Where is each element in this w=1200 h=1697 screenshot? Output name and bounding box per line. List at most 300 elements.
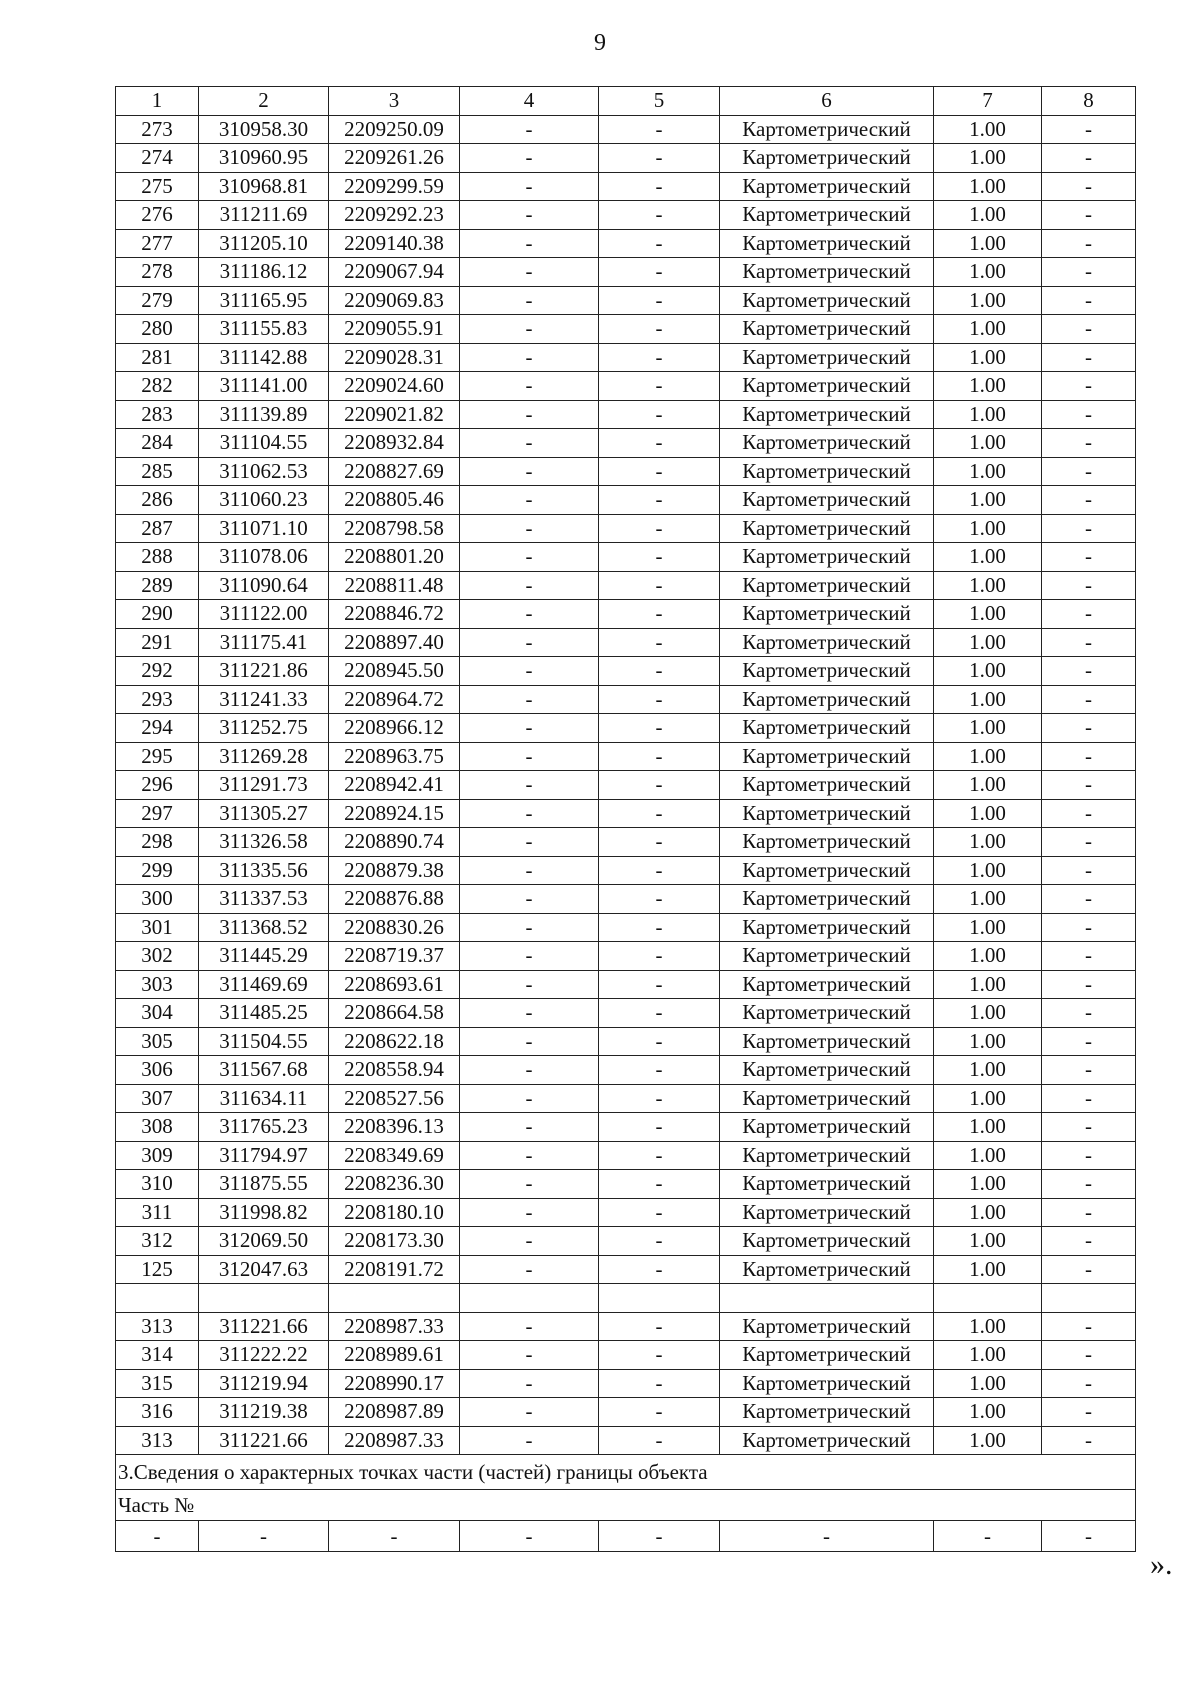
table-cell: Картометрический (720, 885, 934, 914)
table-cell: - (599, 457, 720, 486)
table-cell: - (1042, 144, 1136, 173)
table-cell: 311211.69 (199, 201, 329, 230)
table-cell: - (599, 258, 720, 287)
table-cell: 298 (116, 828, 199, 857)
table-cell: 311998.82 (199, 1198, 329, 1227)
table-row (116, 1341, 1136, 1370)
table-cell: 311305.27 (199, 799, 329, 828)
table-cell: - (599, 1521, 720, 1552)
table-cell: - (1042, 400, 1136, 429)
table-cell: 2208987.89 (329, 1398, 460, 1427)
table-cell: - (1042, 999, 1136, 1028)
table-cell: - (599, 600, 720, 629)
table-cell: 2208963.75 (329, 742, 460, 771)
table-cell: - (1042, 172, 1136, 201)
table-cell: 2208990.17 (329, 1369, 460, 1398)
table-cell: 1.00 (934, 1170, 1042, 1199)
table-cell: - (460, 1398, 599, 1427)
table-cell: 1.00 (934, 343, 1042, 372)
table-cell: 2208622.18 (329, 1027, 460, 1056)
table-cell: - (460, 1341, 599, 1370)
table-cell: - (1042, 315, 1136, 344)
table-cell: Картометрический (720, 172, 934, 201)
table-row (116, 1227, 1136, 1256)
table-cell: 311504.55 (199, 1027, 329, 1056)
table-cell: - (460, 1113, 599, 1142)
table-row (116, 1198, 1136, 1227)
table-cell: 311071.10 (199, 514, 329, 543)
table-cell: Картометрический (720, 514, 934, 543)
table-cell: - (460, 1255, 599, 1284)
column-header: 5 (599, 87, 720, 116)
table-cell: 1.00 (934, 286, 1042, 315)
table-cell: - (1042, 1084, 1136, 1113)
table-cell: 278 (116, 258, 199, 287)
table-cell: 311794.97 (199, 1141, 329, 1170)
table-cell: - (460, 657, 599, 686)
table-cell: Картометрический (720, 942, 934, 971)
column-header: 1 (116, 87, 199, 116)
table-cell: - (599, 771, 720, 800)
table-cell: 1.00 (934, 543, 1042, 572)
table-row (116, 315, 1136, 344)
table-cell: 2208879.38 (329, 856, 460, 885)
table-cell: - (934, 1521, 1042, 1552)
table-row (116, 343, 1136, 372)
table-cell: 2208966.12 (329, 714, 460, 743)
table-cell: 1.00 (934, 571, 1042, 600)
table-cell: - (1042, 115, 1136, 144)
table-cell: 296 (116, 771, 199, 800)
table-cell: Картометрический (720, 201, 934, 230)
table-cell: - (1042, 942, 1136, 971)
table-cell: 299 (116, 856, 199, 885)
table-cell: - (599, 970, 720, 999)
table-row (116, 999, 1136, 1028)
table-cell: - (329, 1521, 460, 1552)
table-cell: - (599, 486, 720, 515)
table-cell: 1.00 (934, 1027, 1042, 1056)
table-cell: 282 (116, 372, 199, 401)
table-cell: - (599, 628, 720, 657)
table-cell: Картометрический (720, 457, 934, 486)
table-row (116, 400, 1136, 429)
table-cell: 315 (116, 1369, 199, 1398)
table-cell: Картометрический (720, 400, 934, 429)
table-cell: 290 (116, 600, 199, 629)
table-cell: 1.00 (934, 1056, 1042, 1085)
section-title: 3.Сведения о характерных точках части (частей) границы объекта (116, 1455, 1136, 1490)
table-cell: 311219.38 (199, 1398, 329, 1427)
table-cell: 1.00 (934, 1369, 1042, 1398)
table-cell: 1.00 (934, 201, 1042, 230)
table-cell: 280 (116, 315, 199, 344)
table-cell: 311219.94 (199, 1369, 329, 1398)
table-cell: 311 (116, 1198, 199, 1227)
table-cell: 2208827.69 (329, 457, 460, 486)
table-row (116, 1255, 1136, 1284)
table-cell: 311368.52 (199, 913, 329, 942)
table-cell: 308 (116, 1113, 199, 1142)
table-cell: - (460, 229, 599, 258)
empty-cell (1042, 1284, 1136, 1313)
table-row (116, 628, 1136, 657)
table-cell: - (599, 400, 720, 429)
table-cell: - (1042, 1369, 1136, 1398)
table-cell: Картометрический (720, 286, 934, 315)
table-row (116, 771, 1136, 800)
table-cell: - (1042, 1521, 1136, 1552)
table-cell: 311326.58 (199, 828, 329, 857)
table-cell: 2208527.56 (329, 1084, 460, 1113)
table-row (116, 828, 1136, 857)
table-cell: Картометрический (720, 685, 934, 714)
table-cell: 1.00 (934, 115, 1042, 144)
table-cell: 302 (116, 942, 199, 971)
table-cell: - (1042, 1255, 1136, 1284)
table-cell: Картометрический (720, 1369, 934, 1398)
table-cell: - (599, 685, 720, 714)
table-cell: Картометрический (720, 771, 934, 800)
table-cell: - (460, 144, 599, 173)
table-cell: 2208805.46 (329, 486, 460, 515)
table-cell: Картометрический (720, 799, 934, 828)
table-cell: 1.00 (934, 400, 1042, 429)
table-cell: 316 (116, 1398, 199, 1427)
table-row (116, 970, 1136, 999)
table-cell: - (599, 286, 720, 315)
table-cell: 2208349.69 (329, 1141, 460, 1170)
table-cell: - (599, 942, 720, 971)
table-row (116, 1398, 1136, 1427)
table-cell: 1.00 (934, 514, 1042, 543)
empty-cell (116, 1284, 199, 1313)
table-cell: 2208236.30 (329, 1170, 460, 1199)
table-cell: - (460, 1141, 599, 1170)
table-cell: - (460, 172, 599, 201)
empty-cell (460, 1284, 599, 1313)
table-cell: - (460, 1084, 599, 1113)
table-cell: - (460, 201, 599, 230)
table-cell: 2208989.61 (329, 1341, 460, 1370)
table-row (116, 144, 1136, 173)
table-cell: - (599, 1027, 720, 1056)
table-cell: Картометрический (720, 1141, 934, 1170)
table-cell: - (460, 372, 599, 401)
page-number: 9 (594, 30, 606, 56)
column-header: 7 (934, 87, 1042, 116)
table-cell: - (460, 543, 599, 572)
section-title-row (116, 1455, 1136, 1490)
column-header: 2 (199, 87, 329, 116)
table-cell: - (460, 1056, 599, 1085)
table-body-block-1 (116, 115, 1136, 1284)
table-cell: 2208191.72 (329, 1255, 460, 1284)
table-cell: 1.00 (934, 1084, 1042, 1113)
table-cell: 2208396.13 (329, 1113, 460, 1142)
table-row (116, 742, 1136, 771)
table-cell: 305 (116, 1027, 199, 1056)
table-cell: 283 (116, 400, 199, 429)
table-cell: 2209028.31 (329, 343, 460, 372)
table-cell: - (1042, 543, 1136, 572)
table-cell: 301 (116, 913, 199, 942)
table-cell: - (599, 1255, 720, 1284)
table-cell: 1.00 (934, 685, 1042, 714)
table-cell: 310958.30 (199, 115, 329, 144)
table-cell: - (599, 115, 720, 144)
table-cell: 312 (116, 1227, 199, 1256)
table-row (116, 429, 1136, 458)
table-cell: 2208890.74 (329, 828, 460, 857)
table-cell: 311062.53 (199, 457, 329, 486)
table-cell: - (1042, 1170, 1136, 1199)
table-cell: Картометрический (720, 315, 934, 344)
table-cell: - (1042, 1312, 1136, 1341)
table-cell: - (460, 799, 599, 828)
table-cell: 2209069.83 (329, 286, 460, 315)
table-cell: Картометрический (720, 1056, 934, 1085)
table-cell: Картометрический (720, 999, 934, 1028)
table-header (116, 87, 1136, 116)
table-cell: 1.00 (934, 486, 1042, 515)
table-cell: Картометрический (720, 600, 934, 629)
table-cell: - (460, 628, 599, 657)
table-cell: 2208801.20 (329, 543, 460, 572)
table-cell: 1.00 (934, 1227, 1042, 1256)
table-cell: 309 (116, 1141, 199, 1170)
table-cell: Картометрический (720, 486, 934, 515)
table-cell: - (1042, 1198, 1136, 1227)
part-label-row (116, 1490, 1136, 1521)
table-cell: Картометрический (720, 657, 934, 686)
table-cell: - (460, 1369, 599, 1398)
table-cell: - (599, 714, 720, 743)
table-cell: 307 (116, 1084, 199, 1113)
table-cell: Картометрический (720, 913, 934, 942)
closing-quote: ». (1150, 1548, 1173, 1581)
table-cell: 311141.00 (199, 372, 329, 401)
table-cell: 311241.33 (199, 685, 329, 714)
table-cell: 1.00 (934, 913, 1042, 942)
table-cell: 300 (116, 885, 199, 914)
table-cell: - (1042, 1056, 1136, 1085)
table-row (116, 571, 1136, 600)
table-cell: 1.00 (934, 429, 1042, 458)
table-cell: 310968.81 (199, 172, 329, 201)
table-cell: 311186.12 (199, 258, 329, 287)
table-cell: 311469.69 (199, 970, 329, 999)
table-cell: - (460, 343, 599, 372)
table-row (116, 258, 1136, 287)
table-cell: - (599, 657, 720, 686)
table-cell: - (460, 771, 599, 800)
header-row (116, 87, 1136, 116)
table-row (116, 1426, 1136, 1455)
table-cell: 1.00 (934, 657, 1042, 686)
table-cell: Картометрический (720, 343, 934, 372)
table-cell: - (460, 600, 599, 629)
table-row (116, 885, 1136, 914)
table-cell: - (599, 885, 720, 914)
table-cell: 311335.56 (199, 856, 329, 885)
table-cell: Картометрический (720, 543, 934, 572)
table-cell: - (599, 229, 720, 258)
table-cell: Картометрический (720, 1341, 934, 1370)
table-body-block-2 (116, 1312, 1136, 1455)
table-cell: 311634.11 (199, 1084, 329, 1113)
table-row (116, 172, 1136, 201)
table-cell: Картометрический (720, 1398, 934, 1427)
table-cell: - (599, 1398, 720, 1427)
table-cell: 1.00 (934, 229, 1042, 258)
table-cell: - (599, 799, 720, 828)
table-cell: 279 (116, 286, 199, 315)
table-cell: - (460, 1027, 599, 1056)
table-cell: 287 (116, 514, 199, 543)
table-cell: 274 (116, 144, 199, 173)
table-cell: 310960.95 (199, 144, 329, 173)
table-cell: 276 (116, 201, 199, 230)
table-cell: 1.00 (934, 144, 1042, 173)
table-cell: 311445.29 (199, 942, 329, 971)
table-cell: - (460, 1227, 599, 1256)
table-cell: - (599, 913, 720, 942)
table-cell: - (1042, 457, 1136, 486)
empty-cell (934, 1284, 1042, 1313)
table-cell: 1.00 (934, 1255, 1042, 1284)
table-cell: 311155.83 (199, 315, 329, 344)
table-cell: 311291.73 (199, 771, 329, 800)
table-cell: - (599, 856, 720, 885)
table-cell: - (599, 999, 720, 1028)
table-cell: 295 (116, 742, 199, 771)
table-cell: - (599, 372, 720, 401)
table-cell: - (1042, 1113, 1136, 1142)
table-cell: - (460, 457, 599, 486)
table-row (116, 457, 1136, 486)
table-cell: - (460, 828, 599, 857)
table-cell: 311221.66 (199, 1426, 329, 1455)
table-cell: - (460, 856, 599, 885)
table-row (116, 856, 1136, 885)
table-cell: 2208987.33 (329, 1426, 460, 1455)
table-cell: - (599, 543, 720, 572)
table-cell: - (460, 315, 599, 344)
table-cell: - (460, 714, 599, 743)
table-cell: 2208173.30 (329, 1227, 460, 1256)
table-cell: Картометрический (720, 571, 934, 600)
table-cell: 125 (116, 1255, 199, 1284)
table-cell: 2209140.38 (329, 229, 460, 258)
table-cell: - (599, 1056, 720, 1085)
table-cell: - (1042, 201, 1136, 230)
table-cell: 2208942.41 (329, 771, 460, 800)
table-cell: 288 (116, 543, 199, 572)
table-row (116, 1056, 1136, 1085)
dash-row (116, 1521, 1136, 1552)
table-cell: 311060.23 (199, 486, 329, 515)
table-cell: - (1042, 885, 1136, 914)
table-cell: Картометрический (720, 970, 934, 999)
table-cell: 285 (116, 457, 199, 486)
table-cell: 2208846.72 (329, 600, 460, 629)
table-row (116, 1312, 1136, 1341)
table-cell: - (1042, 970, 1136, 999)
table-cell: Картометрический (720, 1198, 934, 1227)
table-cell: - (1042, 913, 1136, 942)
table-cell: 304 (116, 999, 199, 1028)
table-row (116, 201, 1136, 230)
table-cell: - (460, 571, 599, 600)
table-row (116, 600, 1136, 629)
table-cell: - (599, 1141, 720, 1170)
table-cell: - (116, 1521, 199, 1552)
table-cell: Картометрический (720, 1113, 934, 1142)
table-cell: Картометрический (720, 1170, 934, 1199)
table-row (116, 543, 1136, 572)
table-cell: 2209261.26 (329, 144, 460, 173)
table-cell: - (599, 1227, 720, 1256)
table-cell: 311221.86 (199, 657, 329, 686)
table-cell: - (599, 315, 720, 344)
table-row (116, 286, 1136, 315)
table-cell: - (599, 201, 720, 230)
table-row (116, 1369, 1136, 1398)
table-cell: - (599, 343, 720, 372)
table-cell: 1.00 (934, 258, 1042, 287)
table-cell: 2208558.94 (329, 1056, 460, 1085)
table-cell: - (1042, 600, 1136, 629)
table-cell: - (1042, 1227, 1136, 1256)
table-cell: - (460, 742, 599, 771)
table-cell: - (1042, 799, 1136, 828)
table-cell: 1.00 (934, 942, 1042, 971)
table-cell: - (460, 1426, 599, 1455)
table-cell: - (1042, 258, 1136, 287)
table-cell: 311269.28 (199, 742, 329, 771)
table-cell: Картометрический (720, 1084, 934, 1113)
table-cell: 303 (116, 970, 199, 999)
table-cell: 313 (116, 1312, 199, 1341)
table-cell: - (599, 1084, 720, 1113)
table-cell: - (1042, 343, 1136, 372)
table-cell: - (1042, 828, 1136, 857)
table-cell: 1.00 (934, 771, 1042, 800)
table-cell: - (599, 571, 720, 600)
table-cell: - (1042, 714, 1136, 743)
table-cell: 314 (116, 1341, 199, 1370)
table-cell: - (460, 942, 599, 971)
table-cell: 297 (116, 799, 199, 828)
table-row (116, 514, 1136, 543)
table-cell: 2208180.10 (329, 1198, 460, 1227)
table-cell: - (599, 429, 720, 458)
table-cell: - (460, 970, 599, 999)
table-cell: - (460, 913, 599, 942)
table-cell: 1.00 (934, 1426, 1042, 1455)
table-cell: 2208945.50 (329, 657, 460, 686)
empty-cell (199, 1284, 329, 1313)
table-cell: 313 (116, 1426, 199, 1455)
table-cell: 311165.95 (199, 286, 329, 315)
table-cell: 312069.50 (199, 1227, 329, 1256)
table-cell: 1.00 (934, 742, 1042, 771)
table-cell: Картометрический (720, 229, 934, 258)
table-row (116, 486, 1136, 515)
table-cell: 1.00 (934, 714, 1042, 743)
table-cell: - (460, 486, 599, 515)
